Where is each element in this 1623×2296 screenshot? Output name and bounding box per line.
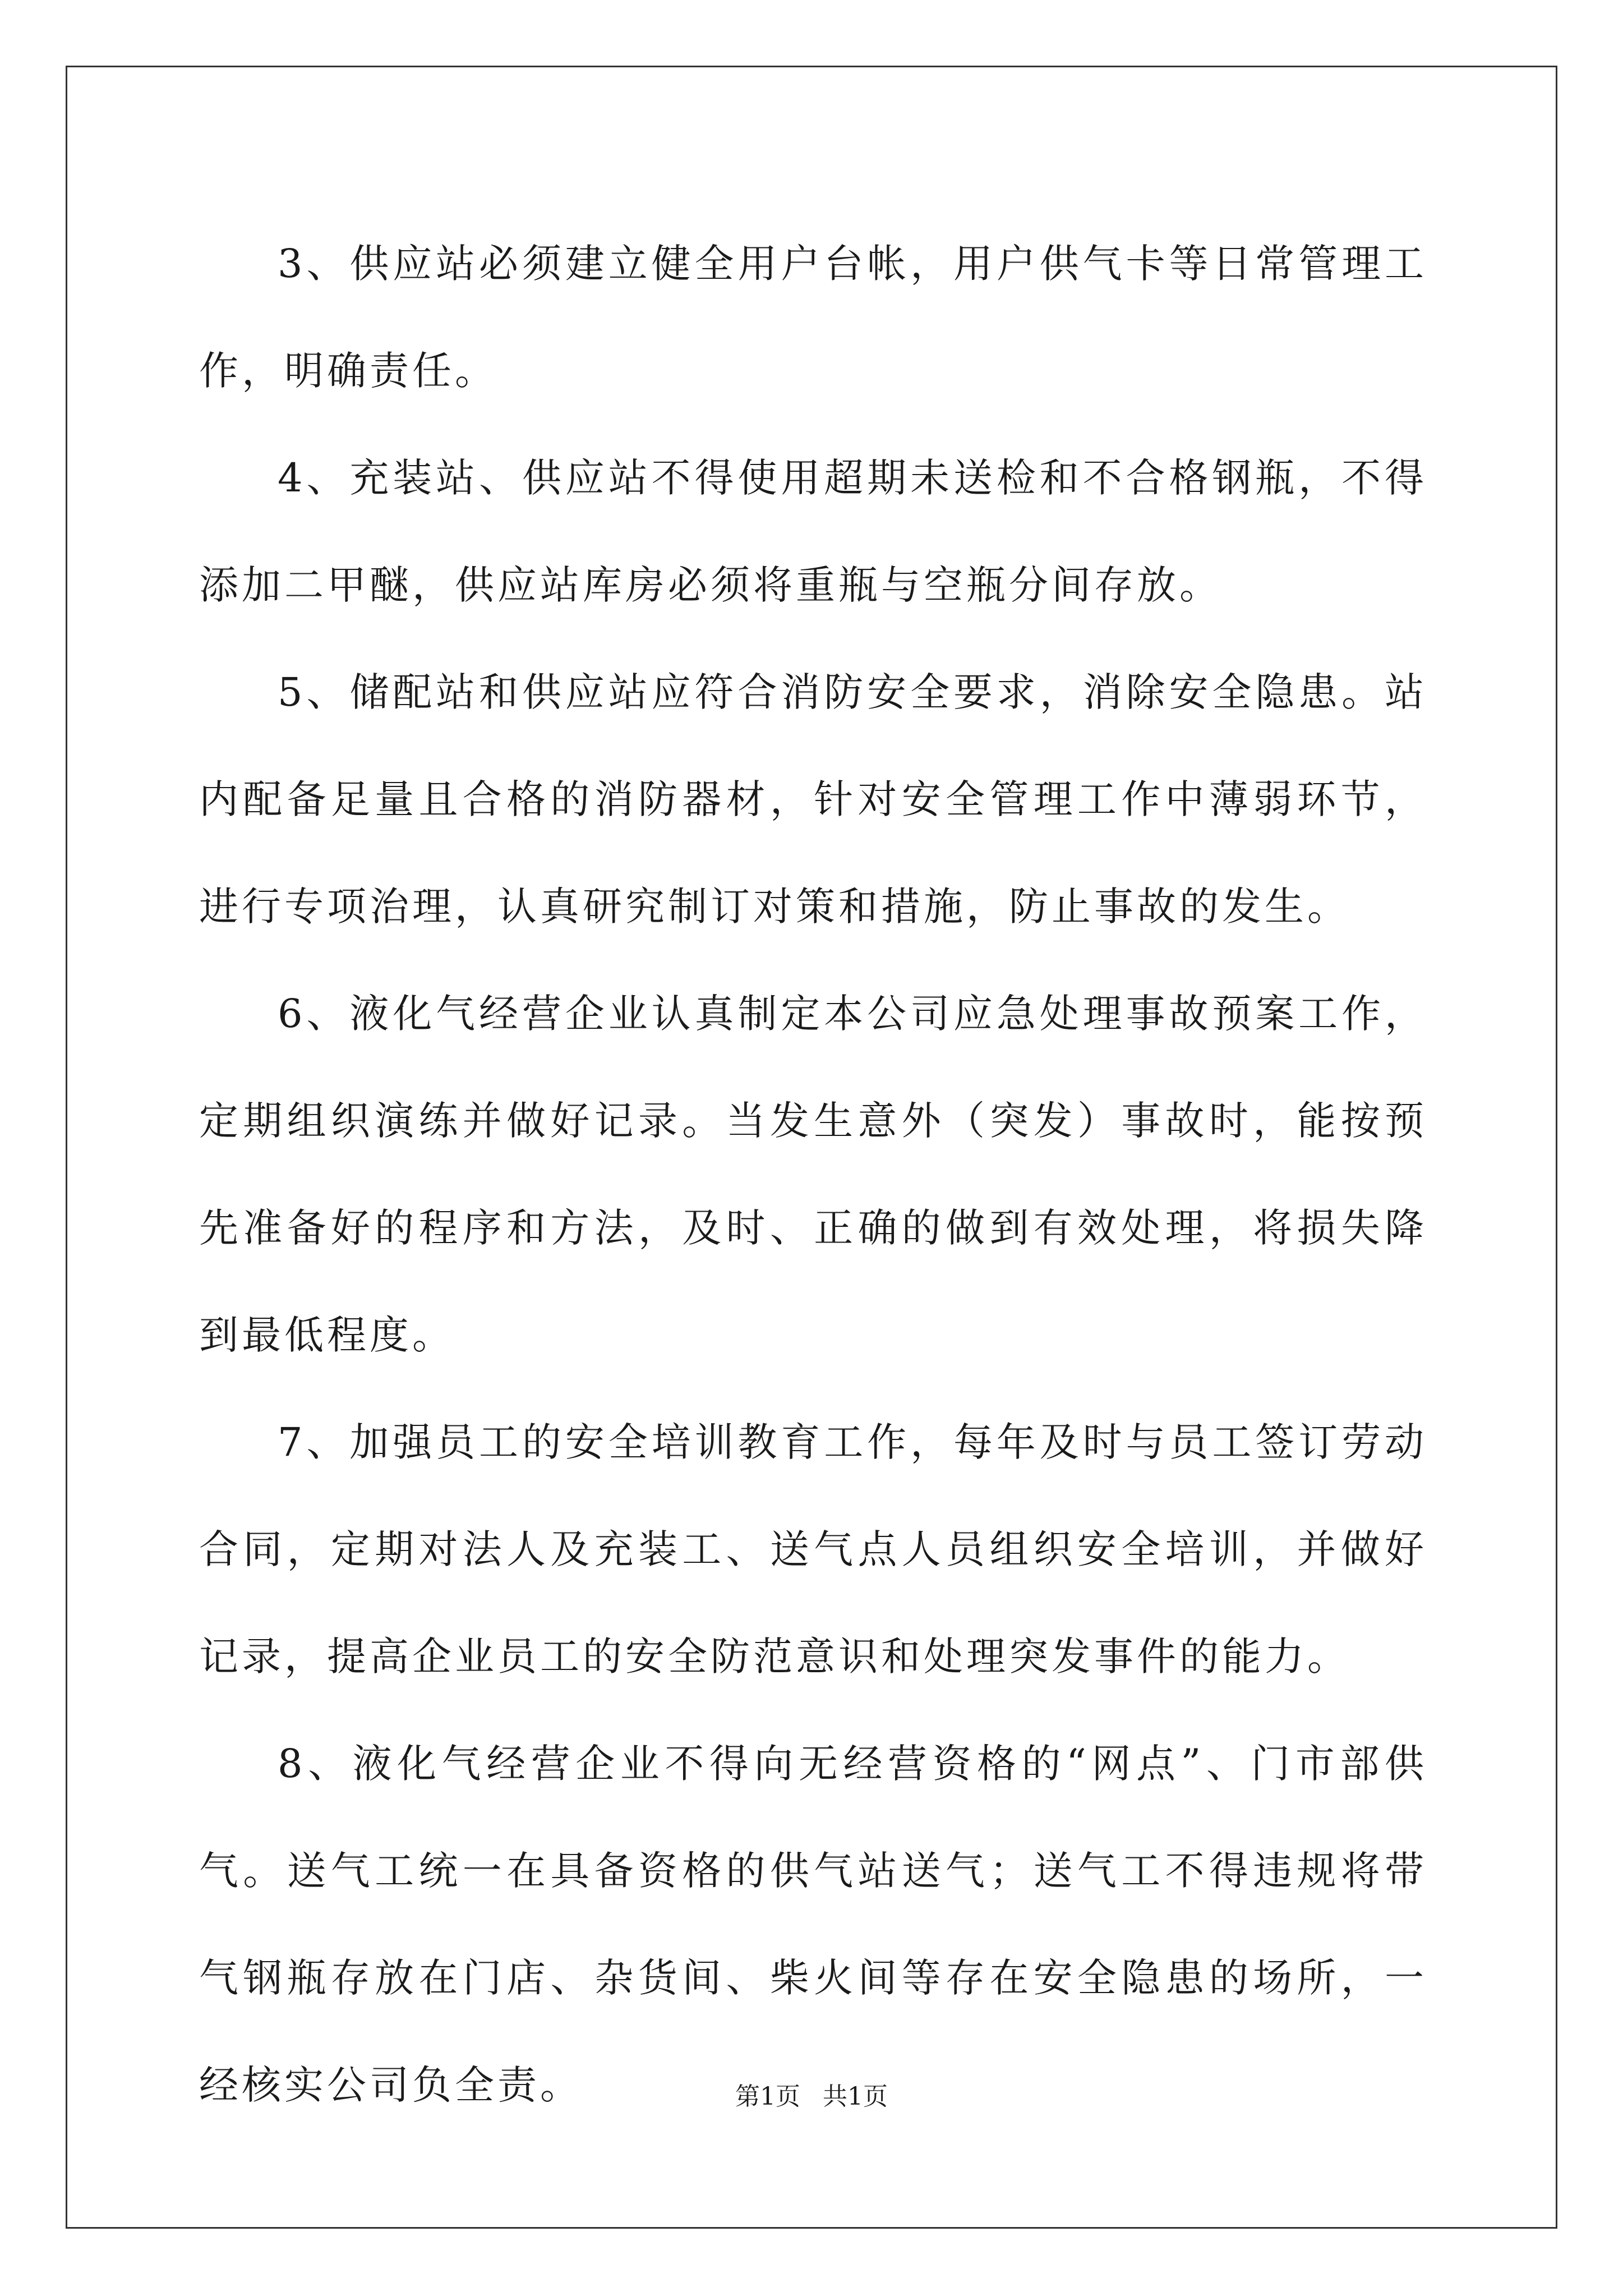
paragraph-7: 7、加强员工的安全培训教育工作，每年及时与员工签订劳动合同，定期对法人及充装工、送气点人员组织安全培训，并做好记录，提高企业员工的安全防范意识和处理突发事件的能力。 [199, 1419, 1427, 1680]
paragraph-8: 8、液化气经营企业不得向无经营资格的“网点”、门市部供气。送气工统一在具备资格的供气站送气；送气工不得违规将带气钢瓶存放在门店、杂货间、柴火间等存在安全隐患的场所，一经核实公司负全责。 [199, 1741, 1427, 2108]
paragraph-6: 6、液化气经营企业认真制定本公司应急处理事故预案工作，定期组织演练并做好记录。当发生意外（突发）事故时，能按预先准备好的程序和方法，及时、正确的做到有效处理，将损失降到最低程度。 [199, 991, 1427, 1358]
paragraph-3: 3、供应站必须建立健全用户台帐，用户供气卡等日常管理工作，明确责任。 [199, 241, 1427, 394]
page-total: 共1页 [823, 2082, 888, 2111]
page-footer [0, 2080, 1623, 2114]
page-number: 第1页 [735, 2082, 800, 2111]
paragraph-4: 4、充装站、供应站不得使用超期未送检和不合格钢瓶，不得添加二甲醚，供应站库房必须将重瓶与空瓶分间存放。 [199, 455, 1427, 608]
paragraph-5: 5、储配站和供应站应符合消防安全要求，消除安全隐患。站内配备足量且合格的消防器材，针对安全管理工作中薄弱环节，进行专项治理，认真研究制订对策和措施，防止事故的发生。 [199, 669, 1427, 930]
document-body [199, 210, 1427, 2139]
